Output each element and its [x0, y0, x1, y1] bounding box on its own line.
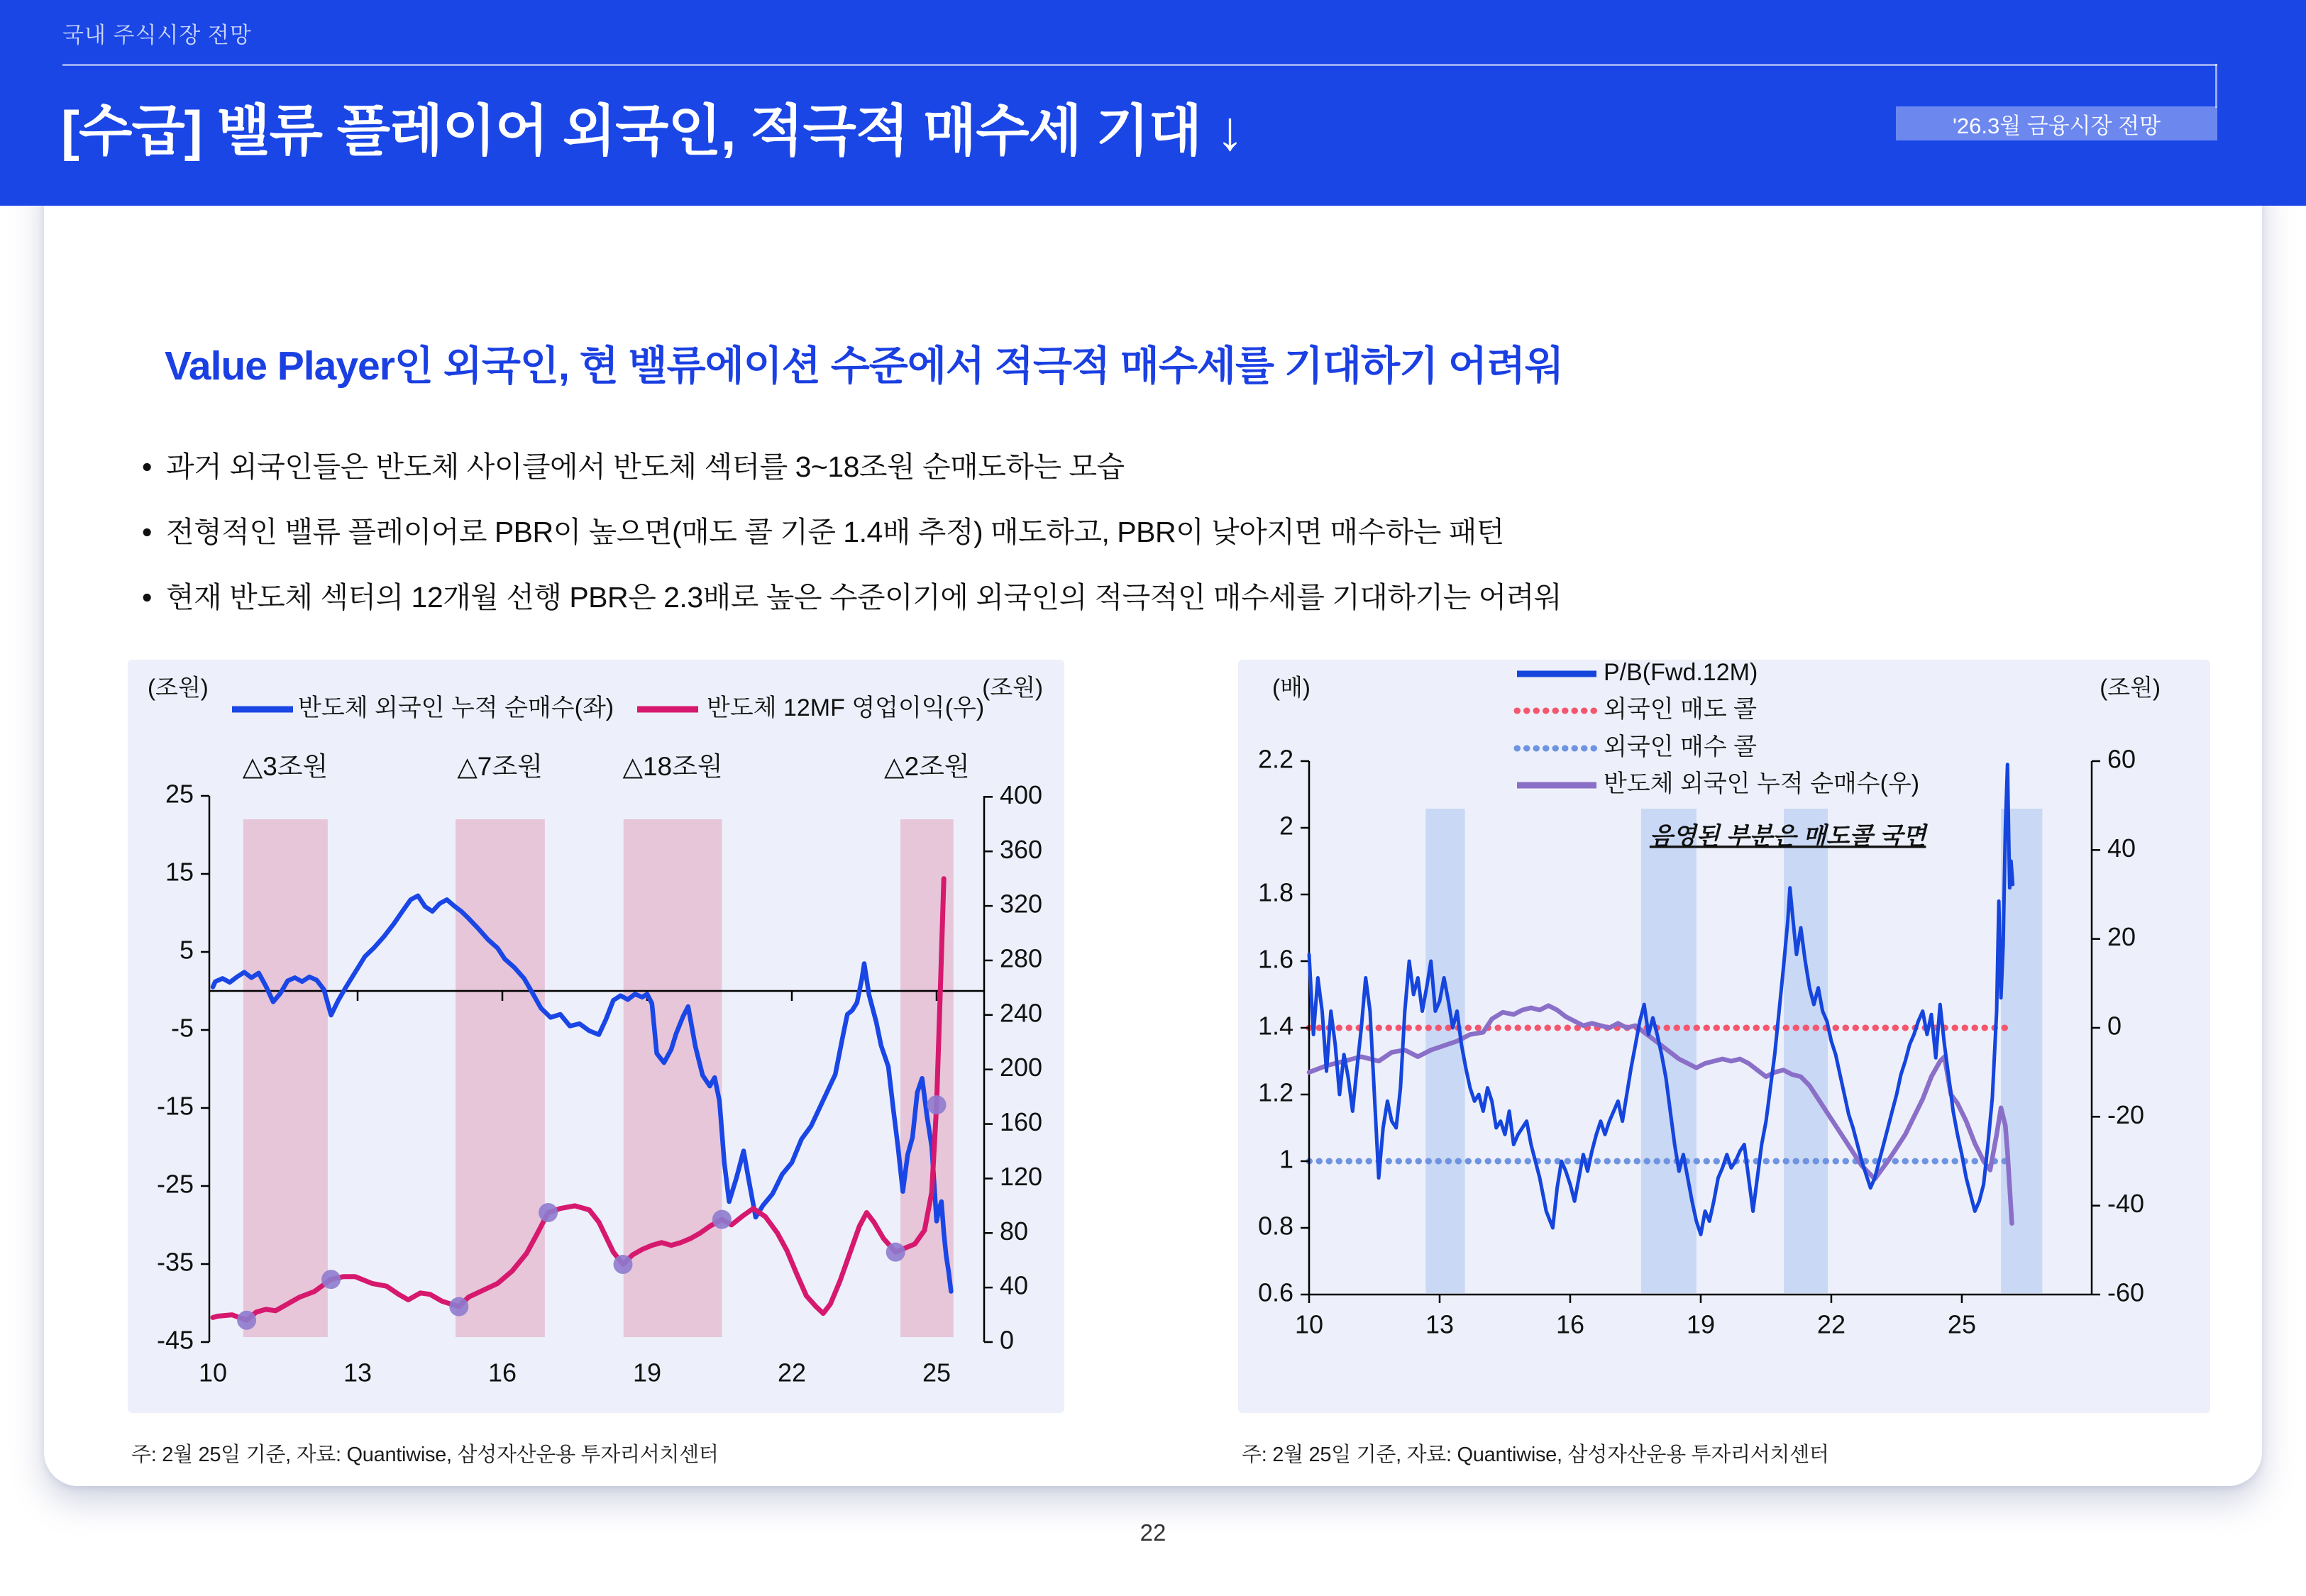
right-axis-label: 320	[1000, 889, 1043, 919]
band-annotation: △3조원	[242, 751, 329, 781]
right-axis-label: 80	[1000, 1216, 1029, 1246]
left-axis-label: 1.2	[1257, 1077, 1293, 1107]
page-number: 22	[1140, 1519, 1166, 1546]
bullet-item	[142, 499, 2164, 565]
shading-note: 음영된 부분은 매도콜 국면	[1649, 823, 1926, 850]
left-axis-label: 1.6	[1257, 944, 1293, 974]
left-axis-label: -25	[156, 1169, 194, 1199]
right-axis-label: 160	[1000, 1107, 1043, 1137]
x-axis-label: 25	[922, 1358, 951, 1387]
legend-label: 반도체 외국인 누적 순매수(좌)	[298, 694, 614, 721]
right-axis-label: 200	[1000, 1053, 1043, 1082]
band-annotation: △7조원	[457, 751, 543, 781]
legend-label: 외국인 매도 콜	[1604, 695, 1757, 723]
right-axis-label: 120	[1000, 1161, 1043, 1191]
unit-label-left: (배)	[1272, 674, 1311, 701]
chart-panel-right	[1238, 660, 2210, 1413]
right-axis-label: 0	[1000, 1325, 1015, 1355]
x-axis-label: 10	[198, 1358, 228, 1387]
left-axis-label: 0.6	[1257, 1278, 1293, 1307]
unit-label-right: (조원)	[982, 674, 1043, 701]
chart-right-pb-vs-netbuy	[1238, 660, 2210, 1413]
right-axis-label: 280	[1000, 943, 1043, 973]
bullet-text: 과거 외국인들은 반도체 사이클에서 반도체 섹터를 3~18조원 순매도하는 모습	[166, 450, 1125, 483]
marker-dot	[449, 1297, 468, 1317]
marker-dot	[712, 1210, 732, 1229]
band	[243, 819, 328, 1337]
left-axis-label: 1	[1279, 1144, 1293, 1174]
header-rule	[62, 64, 2217, 66]
band	[456, 819, 545, 1337]
bullet-item	[142, 434, 2164, 499]
unit-label-right: (조원)	[2100, 674, 2161, 701]
header-eyebrow: 국내 주식시장 전망	[62, 23, 252, 48]
band-annotation: △2조원	[884, 751, 970, 781]
left-axis-label: 25	[165, 779, 194, 809]
marker-dot	[927, 1095, 947, 1114]
left-axis-label: 15	[165, 857, 194, 887]
legend-label: 외국인 매수 콜	[1604, 733, 1757, 760]
bullet-item	[142, 565, 2164, 630]
x-axis-label: 19	[1686, 1309, 1715, 1339]
left-axis-label: 2	[1279, 811, 1293, 841]
right-axis-label: 0	[2107, 1011, 2122, 1041]
marker-dot	[886, 1243, 905, 1262]
page-title: [수급] 밸류 플레이어 외국인, 적극적 매수세 기대 ↓	[61, 99, 1243, 162]
x-axis-label: 22	[777, 1358, 807, 1387]
source-note-left: 주: 2월 25일 기준, 자료: Quantiwise, 삼성자산운용 투자리서치센터	[131, 1443, 719, 1466]
left-axis-label: 1.4	[1257, 1011, 1293, 1041]
chart-panel-left	[128, 660, 1064, 1413]
right-axis-label: 400	[1000, 780, 1043, 809]
header-vertical-rule	[2215, 64, 2217, 108]
right-axis-label: 60	[2107, 744, 2136, 774]
marker-dot	[614, 1255, 633, 1274]
x-axis-label: 25	[1947, 1309, 1976, 1339]
x-axis-label: 13	[1425, 1309, 1455, 1339]
band-annotation: △18조원	[622, 751, 723, 781]
unit-label-left: (조원)	[148, 674, 209, 701]
bullet-list	[142, 434, 2164, 630]
x-axis-label: 10	[1294, 1309, 1324, 1339]
left-axis-label: -45	[156, 1325, 194, 1355]
left-axis-label: 5	[179, 935, 194, 965]
right-axis-label: 240	[1000, 998, 1043, 1028]
source-note-right: 주: 2월 25일 기준, 자료: Quantiwise, 삼성자산운용 투자리서치센터	[1242, 1443, 1829, 1466]
left-axis-label: 2.2	[1257, 744, 1293, 774]
bullet-text: 현재 반도체 섹터의 12개월 선행 PBR은 2.3배로 높은 수준이기에 외국인의 적극적인 매수세를 기대하기는 어려워	[166, 581, 1562, 614]
bullet-text: 전형적인 밸류 플레이어로 PBR이 높으면(매도 콜 기준 1.4배 추정) 매도하고, PBR이 낮아지면 매수하는 패턴	[166, 516, 1504, 548]
right-axis-label: -40	[2107, 1189, 2145, 1219]
left-axis-label: 0.8	[1257, 1211, 1293, 1241]
marker-dot	[539, 1203, 558, 1222]
bullet-icon: •	[142, 450, 152, 483]
left-axis-label: -35	[156, 1247, 194, 1277]
right-axis-label: -20	[2107, 1099, 2145, 1129]
band	[2001, 809, 2042, 1293]
bullet-icon: •	[142, 581, 152, 614]
legend-label: P/B(Fwd.12M)	[1604, 660, 1758, 686]
right-axis-label: -60	[2107, 1278, 2145, 1307]
right-axis-label: 40	[2107, 833, 2136, 863]
chart-left-netbuy-vs-profit	[128, 660, 1064, 1413]
left-axis-label: 1.8	[1257, 877, 1293, 907]
band	[1784, 809, 1828, 1293]
x-axis-label: 16	[487, 1358, 517, 1387]
section-heading: Value Player인 외국인, 현 밸류에이션 수준에서 적극적 매수세를 기대하기 어려워	[165, 343, 1564, 389]
left-axis-label: -5	[170, 1013, 194, 1043]
x-axis-label: 19	[632, 1358, 662, 1387]
x-axis-label: 22	[1816, 1309, 1846, 1339]
right-axis-label: 40	[1000, 1270, 1029, 1300]
marker-dot	[321, 1270, 341, 1289]
x-axis-label: 13	[343, 1358, 373, 1387]
header-badge: '26.3월 금융시장 전망	[1896, 106, 2217, 140]
header-bar	[0, 0, 2306, 206]
legend-label: 반도체 외국인 누적 순매수(우)	[1604, 770, 1920, 797]
marker-dot	[237, 1311, 256, 1330]
legend-label: 반도체 12MF 영업이익(우)	[707, 694, 985, 721]
bullet-icon: •	[142, 516, 152, 548]
right-axis-label: 20	[2107, 922, 2136, 952]
right-axis-label: 360	[1000, 834, 1043, 864]
left-axis-label: -15	[156, 1091, 194, 1121]
shaded-bands	[1425, 809, 2042, 1293]
x-axis-label: 16	[1555, 1309, 1585, 1339]
